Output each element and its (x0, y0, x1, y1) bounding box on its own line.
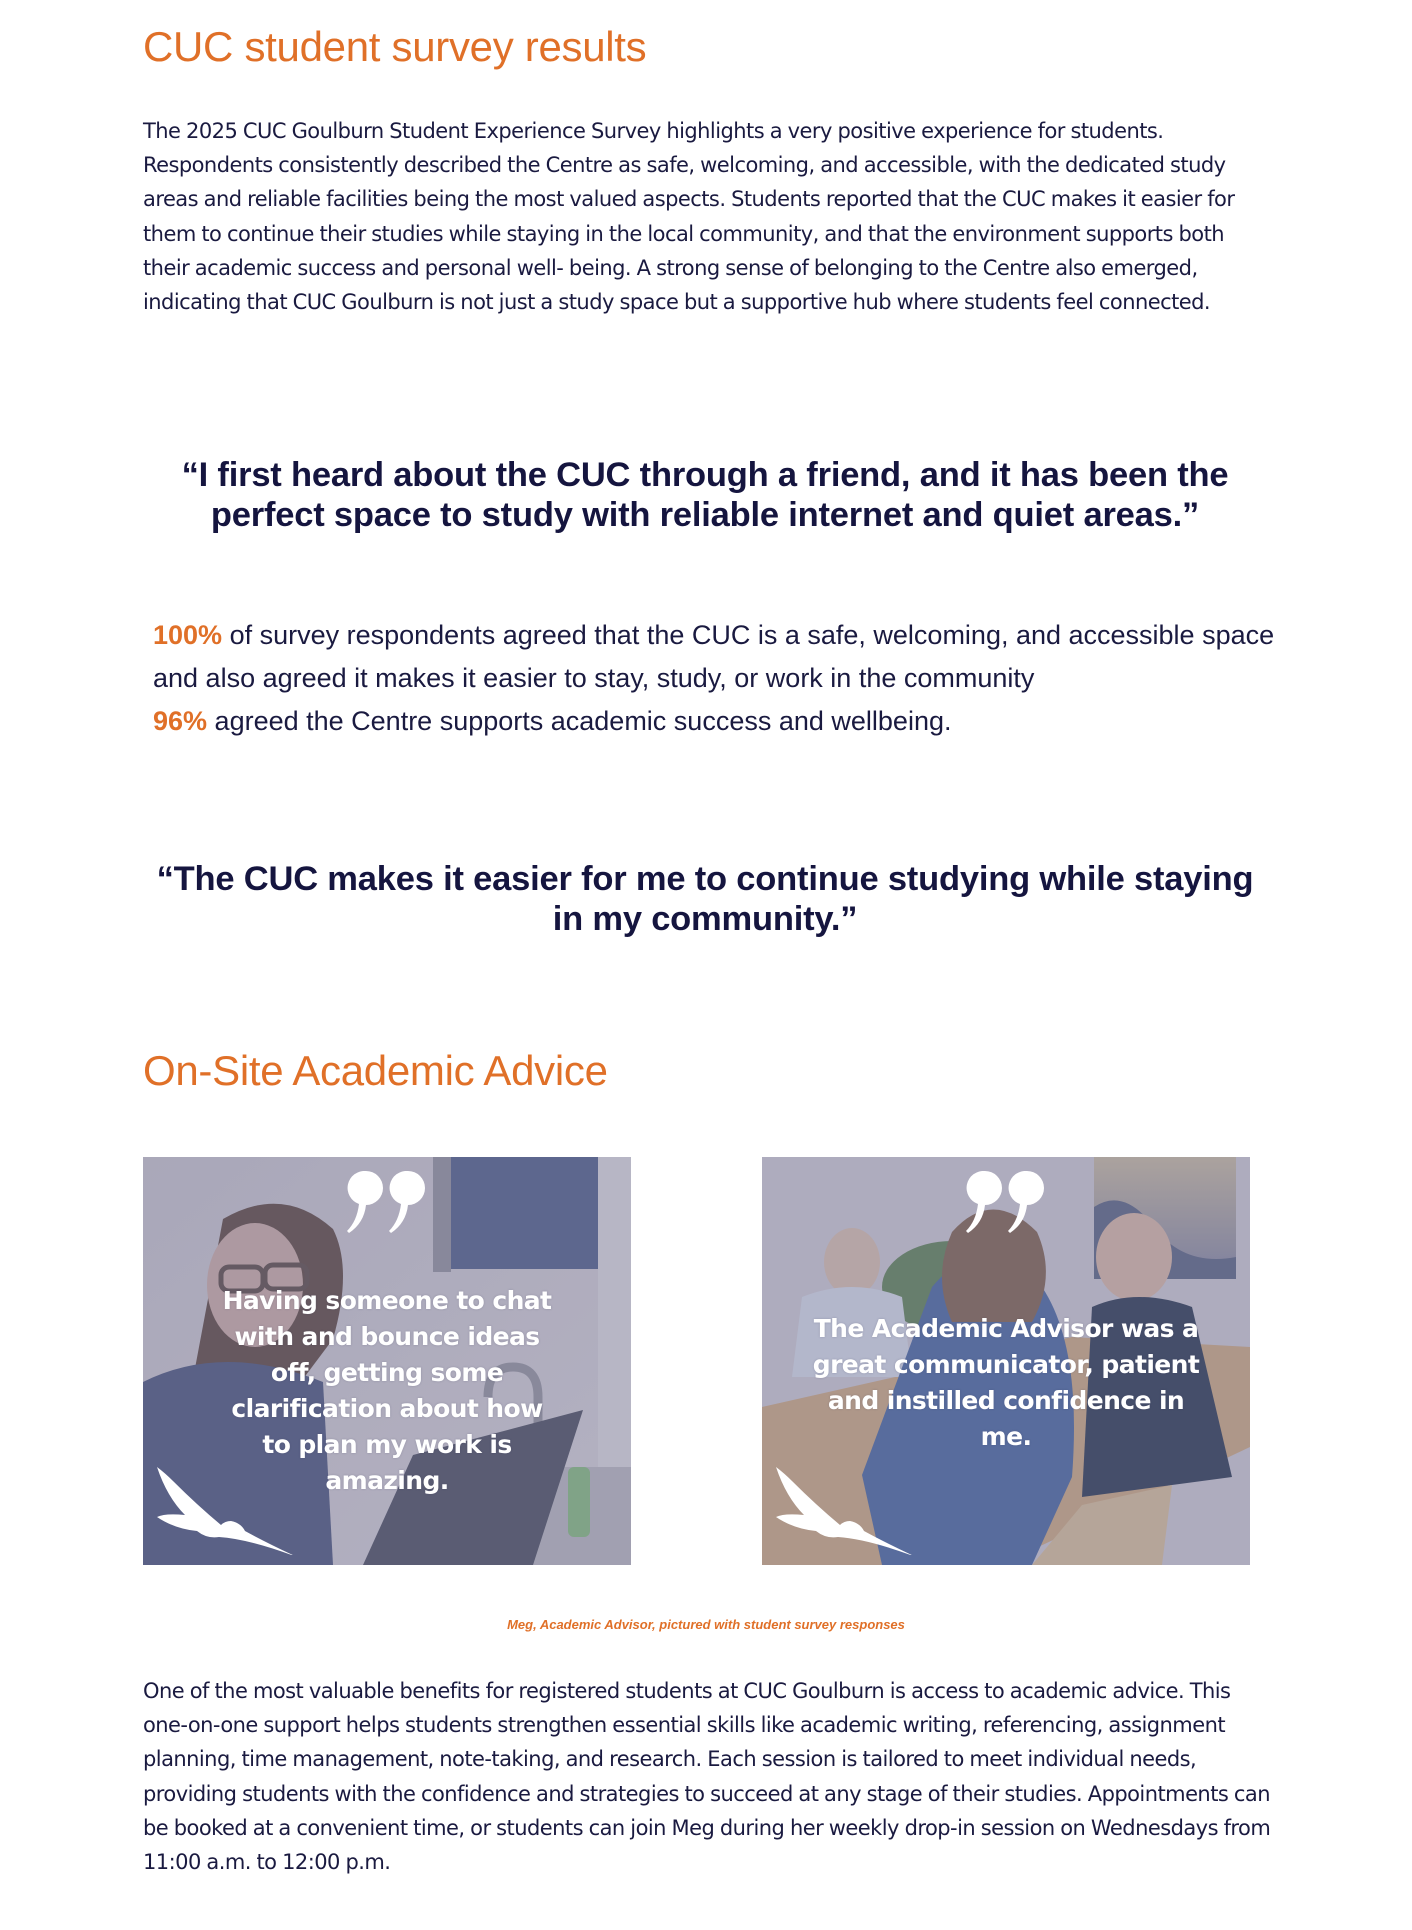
eagle-icon (768, 1459, 918, 1555)
eagle-icon (149, 1459, 299, 1555)
pull-quote-friend: “I first heard about the CUC through a friend, and it has been the perfect space to study with reliable internet and quiet areas.” (181, 456, 1229, 534)
stat-value: 100% (153, 620, 223, 650)
section-title-academic-advice: On-Site Academic Advice (143, 1047, 608, 1094)
stat-text: of survey respondents agreed that the CUC is a safe, welcoming, and accessible space and also agreed it makes it easier to stay, study, or work in the community (153, 620, 1275, 693)
survey-stats (153, 614, 1283, 743)
testimonial-quote: Having someone to chat with and bounce ideas off, getting some clarification about how to plan my work is amazing. (222, 1286, 552, 1495)
closing-quote-icon (347, 1171, 427, 1233)
testimonial-card (762, 1157, 1250, 1565)
stat-value: 96% (153, 706, 208, 736)
survey-intro-paragraph: The 2025 CUC Goulburn Student Experience Survey highlights a very positive experience for students. Respondents consistently described the Centre as safe, welcoming, and accessible, with the dedicated study areas and reliable facilities being the most valued aspects. Students reported that the CUC makes it easier for them to continue their studies while staying in the local community, and that the environment supports both their academic success and personal well- being. A strong sense of belonging to the Centre also emerged, indicating that CUC Goulburn is not just a study space but a supportive hub where students feel connected. (143, 119, 1235, 315)
stat-line (153, 700, 1283, 743)
testimonial-card (143, 1157, 631, 1565)
pull-quote-community: “The CUC makes it easier for me to continue studying while staying in my community.” (156, 860, 1254, 938)
academic-advice-paragraph: One of the most valuable benefits for registered students at CUC Goulburn is access to academic advice. This one-on-one support helps students strengthen essential skills like academic writing, referencing, assignment planning, time management, note-taking, and research. Each session is tailored to meet individual needs, providing students with the confidence and strategies to succeed at any stage of their studies. Appointments can be booked at a convenient time, or students can join Meg during her weekly drop-in session on Wednesdays from 11:00 a.m. to 12:00 p.m. (143, 1679, 1271, 1875)
section-title-survey: CUC student survey results (143, 23, 647, 70)
photo-caption: Meg, Academic Advisor, pictured with student survey responses (507, 1617, 905, 1632)
closing-quote-icon (966, 1171, 1046, 1233)
stat-line (153, 614, 1283, 700)
testimonial-quote: The Academic Advisor was a great communicator, patient and instilled confidence in me. (812, 1314, 1200, 1451)
stat-text: agreed the Centre supports academic success and wellbeing. (207, 706, 952, 736)
